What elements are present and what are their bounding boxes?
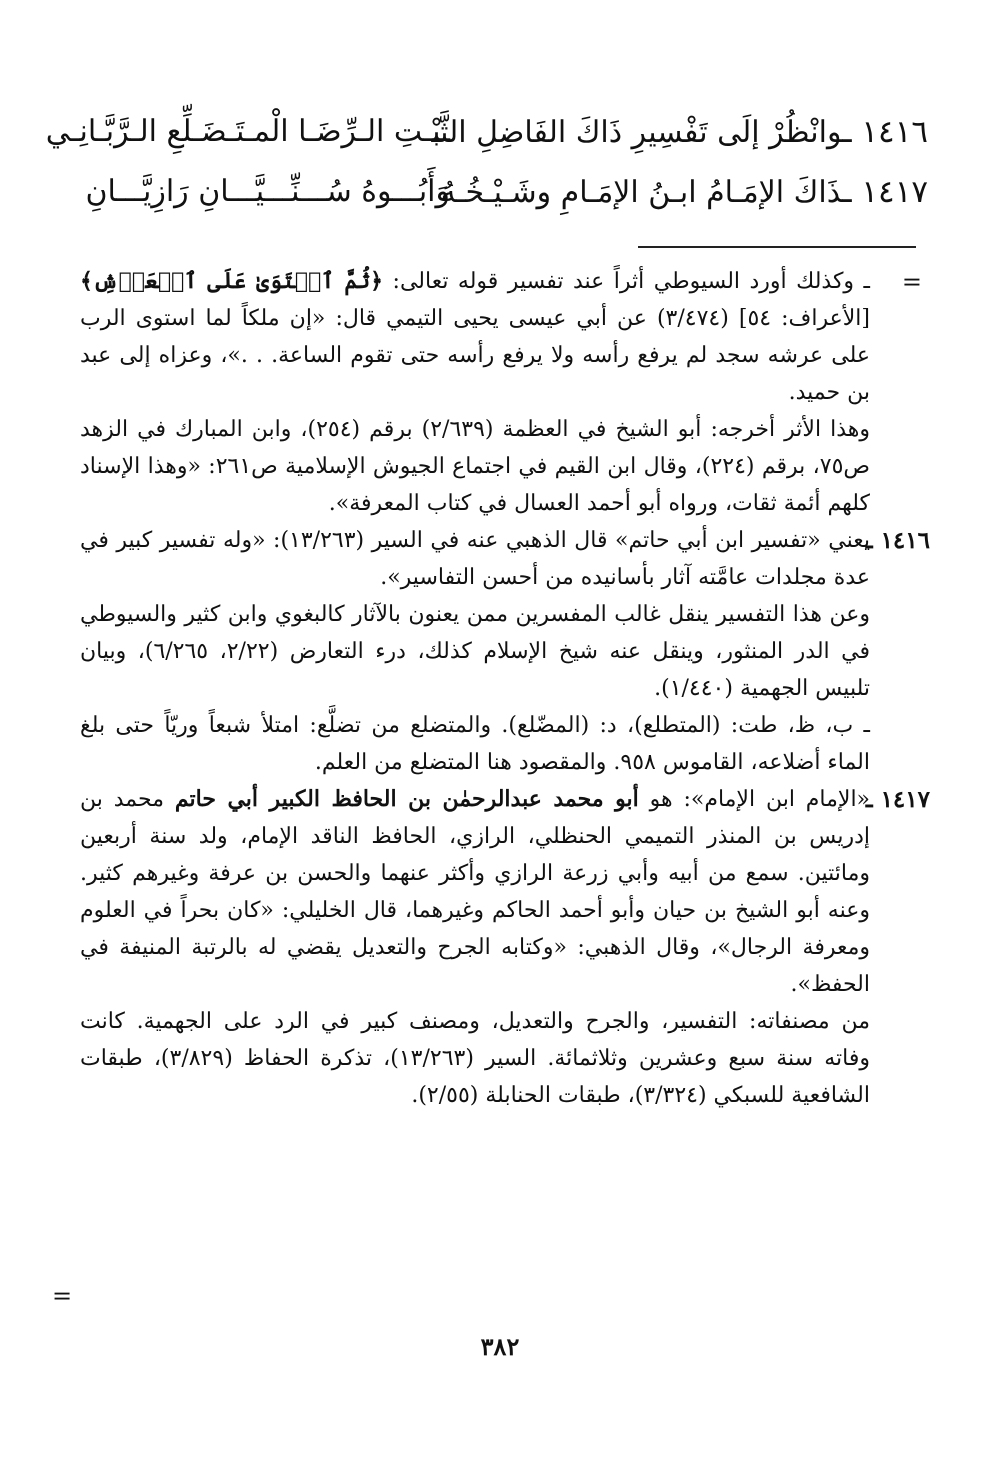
footnote-number-1417: ١٤١٧ ـ: [865, 786, 930, 813]
footnote-text: [الأعراف: ٥٤] (٣/٤٧٤) عن أبي عيسى يحيى التيمي قال: «إن ملكاً لما استوى الرب على عرشه سجد لم يرفع رأسه ولا يرفع رأسه حتى تقوم الساعة. . .»، وعزاه إلى عبد بن حميد.: [80, 306, 870, 405]
footnote-1416-para-2: وعن هذا التفسير ينقل غالب المفسرين ممن يعنون بالآثار كالبغوي وابن كثير والسيوطي في الدر المنثور، وينقل عنه شيخ الإسلام كذلك، درء التعارض (٢/٢٢، ٦/٢٦٥)، وبيان تلبيس الجهمية (١/٤٤٠).: [80, 602, 870, 701]
footnote-text: «الإمام ابن الإمام»: هو: [649, 787, 871, 812]
verse-1417-first-hemistich: [441, 172, 928, 213]
page-number: ٣٨٢: [480, 1332, 520, 1361]
footnote-separator: [638, 246, 916, 248]
continuation-mark-top: =: [901, 268, 922, 296]
footnote-number-1416: ١٤١٦ ـ: [865, 527, 930, 554]
footnote-text: محمد بن إدريس بن المنذر التميمي الحنظلي، الرازي، الحافظ الناقد الإمام، ولد سنة أربعين ومائتين. سمع من أبيه وأبي زرعة الرازي وأكثر عنهما والحسن بن عرفة وغيرهم كثير. وعنه أبو الشيخ بن حيان وأبو أحمد الحاكم وغيرهما، قال الخليلي: «كان بحراً في العلوم ومعرفة الرجال»، وقال الذهبي: «وكتابه الجرح والتعديل يقضي له بالرتبة المنيفة في الحفظ».: [80, 787, 870, 997]
verse-text: وانْظُرْ إلَى تَفْسِيرِ ذَاكَ الفَاضِلِ الثَّـ: [431, 115, 843, 150]
footnote-text: ـ وكذلك أورد السيوطي أثراً عند تفسير قوله تعالى:: [392, 269, 870, 294]
footnote-1417-para-1: [80, 781, 930, 1003]
verse-number: ١٤١٧ ـ: [842, 174, 928, 210]
verse-number: ١٤١٦ ـ: [842, 114, 928, 150]
footnote-continued-2: وهذا الأثر أخرجه: أبو الشيخ في العظمة (٢/٦٣٩) برقم (٢٥٤)، وابن المبارك في الزهد ص٧٥، برقم (٢٢٤)، وقال ابن القيم في اجتماع الجيوش الإسلامية ص٢٦١: «وهذا الإسناد كلهم أئمة ثقات، ورواه أبو أحمد العسال في كتاب المعرفة».: [80, 417, 871, 516]
footnote-text: يعني «تفسير ابن أبي حاتم» قال الذهبي عنه في السير (١٣/٢٦٣): «وله تفسير كبير في عدة مجلدات عامَّته آثار بأسانيده من أحسن التفاسير».: [80, 528, 870, 590]
verse-1417-second-hemistich: وَأَبُـــوهُ سُـــنِّـــيَّـــانِ رَازِيَّـــانِ: [85, 174, 450, 209]
continuation-mark-bottom: =: [52, 1282, 73, 1310]
verse-1416-first-hemistich: [431, 112, 928, 153]
footnote-continued-1: [80, 263, 918, 411]
verse-1416-second-hemistich: ـبْـتِ الـرِّضَـا الْمـتَـضَـلِّعِ الـرَّبَّـانِـي: [45, 114, 450, 149]
quran-verse: ﴿ثُمَّ ٱسۡتَوَىٰ عَلَى ٱلۡعَرۡشِ﴾: [80, 268, 384, 294]
footnote-1416-para-3: ـ ب، ظ، طت: (المتطلع)، د: (المضّلع). والمتضلع من تضلَّع: امتلأ شبعاً وريّاً حتى بلغ الماء أضلاعه، القاموس ٩٥٨. والمقصود هنا المتضلع من العلم.: [80, 713, 870, 775]
scholar-name: أبو محمد عبدالرحمٰن بن الحافظ الكبير أبي حاتم: [174, 786, 639, 812]
footnote-1416-para-1: [80, 522, 930, 596]
footnote-1417-para-2: من مصنفاته: التفسير، والجرح والتعديل، ومصنف كبير في الرد على الجهمية. كانت وفاته سنة سبع وعشرين وثلاثمائة. السير (١٣/٢٦٣)، تذكرة الحفاظ (٣/٨٢٩)، طبقات الشافعية للسبكي (٣/٣٢٤)، طبقات الحنابلة (٢/٥٥).: [80, 1009, 870, 1108]
verse-text: ذَاكَ الإمَـامُ ابـنُ الإمَـامِ وشَـيْـخُـهُ: [440, 175, 843, 210]
footnotes: [80, 263, 930, 1114]
